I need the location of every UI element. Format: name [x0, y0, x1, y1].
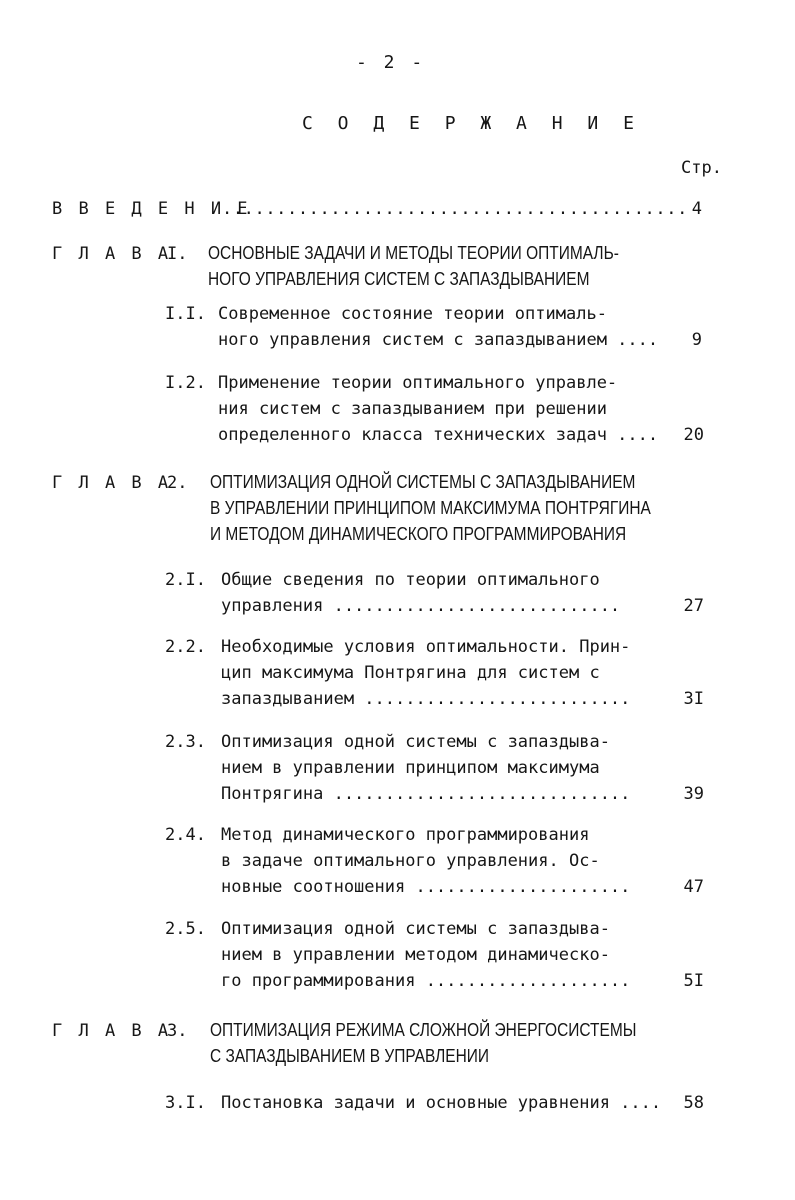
- section-1-1-page: 9: [691, 330, 702, 350]
- chapter-2-title-line-3: И МЕТОДОМ ДИНАМИЧЕСКОГО ПРОГРАММИРОВАНИЯ: [210, 524, 627, 544]
- section-2-2-line-3: запаздыванием ..........................: [221, 689, 631, 709]
- section-2-5-line-1: Оптимизация одной системы с запаздыва-: [221, 919, 610, 939]
- section-1-1-line-2: ного управления систем с запаздыванием ....: [218, 330, 659, 350]
- section-1-2-line-3: определенного класса технических задач ....: [218, 425, 659, 445]
- section-2-2-line-1: Необходимые условия оптимальности. Прин-: [221, 637, 631, 657]
- section-2-4-page: 47: [683, 877, 704, 897]
- section-2-3-number: 2.3.: [165, 732, 206, 752]
- chapter-1-title-line-1: ОСНОВНЫЕ ЗАДАЧИ И МЕТОДЫ ТЕОРИИ ОПТИМАЛЬ-: [208, 243, 619, 263]
- section-2-2-page: 3I: [683, 689, 704, 709]
- section-2-5-line-3: го программирования ....................: [221, 971, 631, 991]
- section-1-1-number: I.I.: [165, 304, 206, 324]
- section-2-3-line-1: Оптимизация одной системы с запаздыва-: [221, 732, 610, 752]
- chapter-1-number: I.: [167, 244, 188, 264]
- section-1-2-line-2: ния систем с запаздыванием при решении: [218, 399, 607, 419]
- section-3-1-page: 58: [683, 1093, 704, 1113]
- section-2-5-line-2: нием в управлении методом динамическо-: [221, 945, 610, 965]
- introduction-page: 4: [691, 199, 702, 219]
- chapter-3-title-line-1: ОПТИМИЗАЦИЯ РЕЖИМА СЛОЖНОЙ ЭНЕРГОСИСТЕМЫ: [210, 1020, 637, 1040]
- section-2-3-line-2: нием в управлении принципом максимума: [221, 758, 600, 778]
- chapter-3-label: Г Л А В А: [52, 1021, 172, 1041]
- page-number: - 2 -: [356, 52, 426, 73]
- section-1-2-line-1: Применение теории оптимального управле-: [218, 373, 618, 393]
- chapter-2-title-line-2: В УПРАВЛЕНИИ ПРИНЦИПОМ МАКСИМУМА ПОНТРЯГИНА: [210, 498, 651, 518]
- chapter-2-label: Г Л А В А: [52, 473, 172, 493]
- chapter-1-title-line-2: НОГО УПРАВЛЕНИЯ СИСТЕМ С ЗАПАЗДЫВАНИЕМ: [208, 269, 590, 289]
- section-3-1-number: 3.I.: [165, 1093, 206, 1113]
- section-2-3-page: 39: [683, 784, 704, 804]
- page-column-label: Стр.: [681, 158, 722, 178]
- section-2-5-number: 2.5.: [165, 919, 206, 939]
- section-1-1-line-1: Современное состояние теории оптималь-: [218, 304, 607, 324]
- section-2-1-number: 2.I.: [165, 570, 206, 590]
- introduction-dots: ...........................................: [222, 199, 688, 219]
- chapter-1-label: Г Л А В А: [52, 244, 172, 264]
- section-1-2-number: I.2.: [165, 373, 206, 393]
- section-2-4-line-3: новные соотношения .....................: [221, 877, 631, 897]
- section-1-2-page: 20: [683, 425, 704, 445]
- section-3-1-line-1: Постановка задачи и основные уравнения ....: [221, 1093, 662, 1113]
- section-2-4-line-2: в задаче оптимального управления. Ос-: [221, 851, 600, 871]
- chapter-2-number: 2.: [167, 473, 188, 493]
- section-2-5-page: 5I: [683, 971, 704, 991]
- section-2-2-line-2: цип максимума Понтрягина для систем с: [221, 663, 600, 683]
- section-2-4-line-1: Метод динамического программирования: [221, 825, 590, 845]
- section-2-3-line-3: Понтрягина .............................: [221, 784, 631, 804]
- section-2-1-line-1: Общие сведения по теории оптимального: [221, 570, 600, 590]
- section-2-1-line-2: управления ............................: [221, 596, 621, 616]
- section-2-4-number: 2.4.: [165, 825, 206, 845]
- chapter-2-title-line-1: ОПТИМИЗАЦИЯ ОДНОЙ СИСТЕМЫ С ЗАПАЗДЫВАНИЕМ: [210, 472, 636, 492]
- chapter-3-title-line-2: С ЗАПАЗДЫВАНИЕМ В УПРАВЛЕНИИ: [210, 1046, 490, 1066]
- chapter-3-number: 3.: [167, 1021, 188, 1041]
- page-title: С О Д Е Р Ж А Н И Е: [302, 113, 641, 134]
- section-2-2-number: 2.2.: [165, 637, 206, 657]
- introduction-label: В В Е Д Е Н И Е: [52, 199, 251, 219]
- section-2-1-page: 27: [683, 596, 704, 616]
